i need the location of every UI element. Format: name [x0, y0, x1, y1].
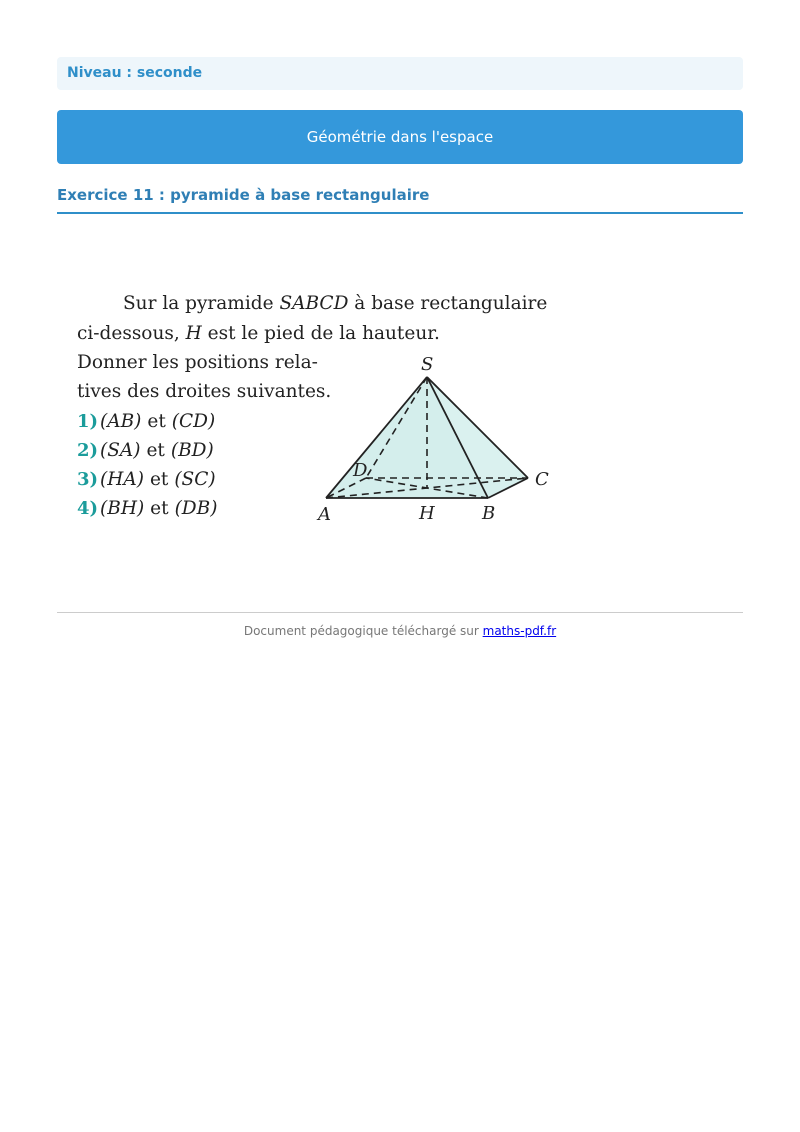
- footer: [57, 624, 743, 638]
- vertex-label-a: A: [318, 504, 331, 525]
- question-4: [77, 498, 217, 519]
- question-text: (BH) et (DB): [100, 498, 218, 519]
- footer-prefix: Document pédagogique téléchargé sur: [243, 624, 483, 638]
- intro-line-3: Donner les positions rela-: [77, 352, 318, 373]
- question-number: 3): [77, 469, 99, 490]
- question-1: [77, 411, 215, 432]
- intro-line-1: Sur la pyramide SABCD à base rectangulaire: [123, 293, 548, 314]
- exercise-title-text: Exercice 11 : pyramide à base rectangulaire: [57, 186, 430, 204]
- intro-line-4: tives des droites suivantes.: [77, 381, 332, 402]
- question-text: (HA) et (SC): [100, 469, 216, 490]
- topic-title: Géométrie dans l'espace: [306, 128, 494, 146]
- vertex-label-d: D: [353, 460, 368, 481]
- question-text: (SA) et (BD): [100, 440, 214, 461]
- question-number: 4): [77, 498, 99, 519]
- exercise-statement-figure: [68, 282, 558, 527]
- question-2: [77, 440, 214, 461]
- question-number: 1): [77, 411, 99, 432]
- question-3: [77, 469, 216, 490]
- intro-line-2: ci-dessous, H est le pied de la hauteur.: [77, 323, 440, 344]
- question-number: 2): [77, 440, 99, 461]
- pyramid-diagram: [316, 354, 549, 525]
- topic-banner: [57, 110, 743, 164]
- vertex-label-c: C: [535, 469, 549, 490]
- vertex-label-b: B: [482, 503, 496, 524]
- vertex-label-h: H: [419, 503, 435, 524]
- question-text: (AB) et (CD): [100, 411, 216, 432]
- exercise-title: [57, 184, 743, 214]
- level-badge: [57, 57, 743, 90]
- footer-link[interactable]: maths-pdf.fr: [482, 624, 557, 638]
- level-label: Niveau : seconde: [67, 65, 203, 81]
- vertex-label-s: S: [421, 354, 434, 375]
- footer-divider: [57, 612, 743, 613]
